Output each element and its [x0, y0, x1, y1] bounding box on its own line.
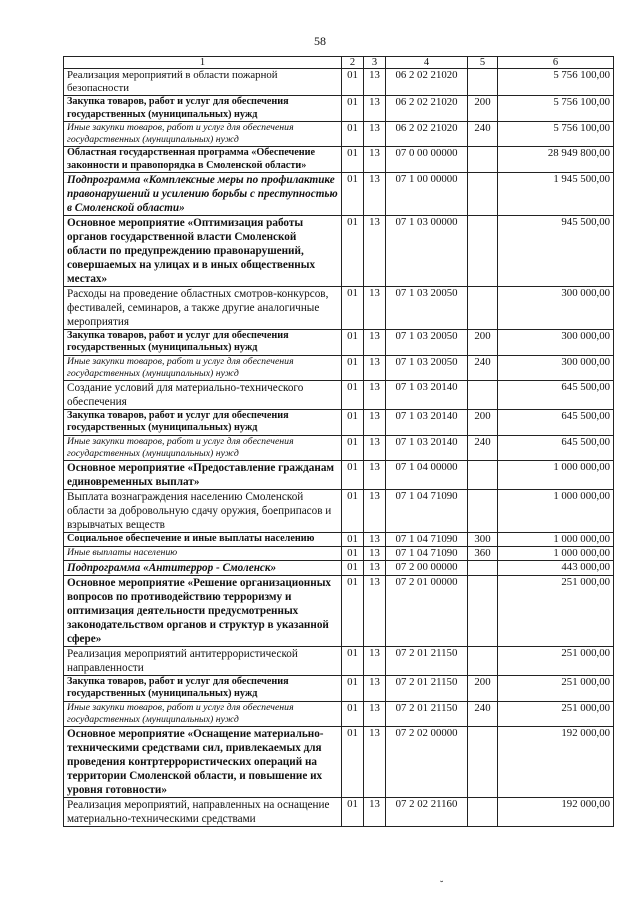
table-row — [64, 380, 614, 409]
target-article-cell: 06 2 02 21020 — [386, 69, 468, 96]
table-row — [64, 355, 614, 380]
amount-cell: 300 000,00 — [498, 330, 614, 356]
expense-type-cell — [468, 287, 498, 330]
row-name-cell: Основное мероприятие «Предоставление гражданам единовременных выплат» — [64, 460, 342, 489]
expense-type-cell — [468, 69, 498, 96]
amount-cell: 192 000,00 — [498, 797, 614, 826]
section-code-cell: 01 — [342, 576, 364, 647]
section-code-cell: 01 — [342, 287, 364, 330]
table-row — [64, 489, 614, 532]
table-row — [64, 435, 614, 460]
amount-cell: 645 500,00 — [498, 380, 614, 409]
section-code-cell: 01 — [342, 122, 364, 147]
row-name-cell: Закупка товаров, работ и услуг для обеспечения государственных (муниципальных) нужд — [64, 330, 342, 356]
target-article-cell: 07 2 02 21160 — [386, 797, 468, 826]
amount-cell: 1 000 000,00 — [498, 546, 614, 560]
section-code-cell: 01 — [342, 546, 364, 560]
amount-cell: 251 000,00 — [498, 701, 614, 726]
table-row — [64, 676, 614, 702]
column-header: 2 — [342, 57, 364, 69]
row-name-cell: Подпрограмма «Комплексные меры по профилактике правонарушений и усилению борьбы с преступностью в Смоленской области» — [64, 173, 342, 216]
amount-cell: 1 000 000,00 — [498, 460, 614, 489]
target-article-cell: 06 2 02 21020 — [386, 122, 468, 147]
row-name-cell: Иные выплаты населению — [64, 546, 342, 560]
table-row — [64, 561, 614, 576]
subsection-code-cell: 13 — [364, 460, 386, 489]
target-article-cell: 07 1 00 00000 — [386, 173, 468, 216]
section-code-cell: 01 — [342, 173, 364, 216]
subsection-code-cell: 13 — [364, 69, 386, 96]
table-row — [64, 647, 614, 676]
target-article-cell: 07 1 03 20050 — [386, 287, 468, 330]
section-code-cell: 01 — [342, 532, 364, 546]
amount-cell: 300 000,00 — [498, 287, 614, 330]
expense-type-cell — [468, 173, 498, 216]
table-row — [64, 147, 614, 173]
subsection-code-cell: 13 — [364, 147, 386, 173]
expense-type-cell — [468, 489, 498, 532]
table-row — [64, 576, 614, 647]
target-article-cell: 07 2 00 00000 — [386, 561, 468, 576]
target-article-cell: 07 1 04 00000 — [386, 460, 468, 489]
subsection-code-cell: 13 — [364, 701, 386, 726]
subsection-code-cell: 13 — [364, 489, 386, 532]
section-code-cell: 01 — [342, 330, 364, 356]
target-article-cell: 07 1 03 00000 — [386, 216, 468, 287]
section-code-cell: 01 — [342, 561, 364, 576]
table-row — [64, 701, 614, 726]
amount-cell: 300 000,00 — [498, 355, 614, 380]
table-row — [64, 96, 614, 122]
expense-type-cell — [468, 726, 498, 797]
subsection-code-cell: 13 — [364, 96, 386, 122]
target-article-cell: 07 1 03 20140 — [386, 409, 468, 435]
row-name-cell: Подпрограмма «Антитеррор - Смоленск» — [64, 561, 342, 576]
section-code-cell: 01 — [342, 701, 364, 726]
row-name-cell: Выплата вознаграждения населению Смоленской области за добровольную сдачу оружия, боеприпасов и взрывчатых веществ — [64, 489, 342, 532]
subsection-code-cell: 13 — [364, 409, 386, 435]
section-code-cell: 01 — [342, 676, 364, 702]
expense-type-cell — [468, 147, 498, 173]
row-name-cell: Реализация мероприятий, направленных на оснащение материально-техническими средствами — [64, 797, 342, 826]
amount-cell: 645 500,00 — [498, 435, 614, 460]
subsection-code-cell: 13 — [364, 216, 386, 287]
subsection-code-cell: 13 — [364, 330, 386, 356]
target-article-cell: 07 1 03 20140 — [386, 435, 468, 460]
table-row — [64, 173, 614, 216]
row-name-cell: Создание условий для материально-технического обеспечения — [64, 380, 342, 409]
column-header: 4 — [386, 57, 468, 69]
table-row — [64, 726, 614, 797]
expense-type-cell: 200 — [468, 330, 498, 356]
expense-type-cell — [468, 797, 498, 826]
row-name-cell: Основное мероприятие «Оптимизация работы органов государственной власти Смоленской области по предупреждению правонарушений, совершаемых на улицах и в иных общественных местах» — [64, 216, 342, 287]
row-name-cell: Расходы на проведение областных смотров-конкурсов, фестивалей, семинаров, а также другие аналогичные мероприятия — [64, 287, 342, 330]
subsection-code-cell: 13 — [364, 355, 386, 380]
subsection-code-cell: 13 — [364, 576, 386, 647]
amount-cell: 251 000,00 — [498, 576, 614, 647]
subsection-code-cell: 13 — [364, 380, 386, 409]
scan-mark: ˘ — [440, 880, 444, 891]
column-header: 1 — [64, 57, 342, 69]
section-code-cell: 01 — [342, 726, 364, 797]
row-name-cell: Реализация мероприятий в области пожарной безопасности — [64, 69, 342, 96]
section-code-cell: 01 — [342, 409, 364, 435]
target-article-cell: 07 2 02 00000 — [386, 726, 468, 797]
row-name-cell: Иные закупки товаров, работ и услуг для обеспечения государственных (муниципальных) нужд — [64, 435, 342, 460]
amount-cell: 1 000 000,00 — [498, 532, 614, 546]
amount-cell: 251 000,00 — [498, 676, 614, 702]
subsection-code-cell: 13 — [364, 435, 386, 460]
table-row — [64, 216, 614, 287]
row-name-cell: Основное мероприятие «Оснащение материально-техническими средствами сил, привлекаемых для проведения контртеррористических операций на территории Смоленской области, и повышение их уровня готовности» — [64, 726, 342, 797]
section-code-cell: 01 — [342, 647, 364, 676]
expense-type-cell — [468, 216, 498, 287]
target-article-cell: 07 2 01 21150 — [386, 647, 468, 676]
section-code-cell: 01 — [342, 69, 364, 96]
target-article-cell: 07 1 03 20050 — [386, 355, 468, 380]
section-code-cell: 01 — [342, 489, 364, 532]
amount-cell: 645 500,00 — [498, 409, 614, 435]
row-name-cell: Иные закупки товаров, работ и услуг для обеспечения государственных (муниципальных) нужд — [64, 355, 342, 380]
budget-table — [63, 56, 614, 827]
row-name-cell: Закупка товаров, работ и услуг для обеспечения государственных (муниципальных) нужд — [64, 676, 342, 702]
section-code-cell: 01 — [342, 797, 364, 826]
section-code-cell: 01 — [342, 435, 364, 460]
expense-type-cell: 200 — [468, 676, 498, 702]
expense-type-cell — [468, 576, 498, 647]
subsection-code-cell: 13 — [364, 726, 386, 797]
expense-type-cell: 360 — [468, 546, 498, 560]
expense-type-cell: 240 — [468, 435, 498, 460]
amount-cell: 443 000,00 — [498, 561, 614, 576]
amount-cell: 192 000,00 — [498, 726, 614, 797]
row-name-cell: Областная государственная программа «Обеспечение законности и правопорядка в Смоленской области» — [64, 147, 342, 173]
subsection-code-cell: 13 — [364, 287, 386, 330]
target-article-cell: 07 1 03 20140 — [386, 380, 468, 409]
column-header: 3 — [364, 57, 386, 69]
row-name-cell: Иные закупки товаров, работ и услуг для обеспечения государственных (муниципальных) нужд — [64, 122, 342, 147]
row-name-cell: Закупка товаров, работ и услуг для обеспечения государственных (муниципальных) нужд — [64, 409, 342, 435]
row-name-cell: Реализация мероприятий антитеррористической направленности — [64, 647, 342, 676]
target-article-cell: 07 1 04 71090 — [386, 546, 468, 560]
row-name-cell: Закупка товаров, работ и услуг для обеспечения государственных (муниципальных) нужд — [64, 96, 342, 122]
table-row — [64, 287, 614, 330]
expense-type-cell — [468, 380, 498, 409]
section-code-cell: 01 — [342, 147, 364, 173]
expense-type-cell: 240 — [468, 122, 498, 147]
target-article-cell: 07 1 04 71090 — [386, 532, 468, 546]
amount-cell: 5 756 100,00 — [498, 69, 614, 96]
column-number-header — [64, 57, 614, 69]
expense-type-cell: 240 — [468, 355, 498, 380]
target-article-cell: 07 2 01 00000 — [386, 576, 468, 647]
page-number: 58 — [314, 34, 326, 48]
table-row — [64, 69, 614, 96]
expense-type-cell: 240 — [468, 701, 498, 726]
amount-cell: 1 945 500,00 — [498, 173, 614, 216]
expense-type-cell — [468, 647, 498, 676]
section-code-cell: 01 — [342, 96, 364, 122]
table-row — [64, 532, 614, 546]
row-name-cell: Иные закупки товаров, работ и услуг для обеспечения государственных (муниципальных) нужд — [64, 701, 342, 726]
column-header: 5 — [468, 57, 498, 69]
subsection-code-cell: 13 — [364, 797, 386, 826]
row-name-cell: Социальное обеспечение и иные выплаты населению — [64, 532, 342, 546]
table-row — [64, 330, 614, 356]
table-row — [64, 797, 614, 826]
expense-type-cell: 200 — [468, 409, 498, 435]
target-article-cell: 07 1 03 20050 — [386, 330, 468, 356]
row-name-cell: Основное мероприятие «Решение организационных вопросов по противодействию терроризму и оптимизация деятельности предусмотренных законодательством органов и структур в указанной сфере» — [64, 576, 342, 647]
expense-type-cell: 200 — [468, 96, 498, 122]
amount-cell: 5 756 100,00 — [498, 96, 614, 122]
amount-cell: 945 500,00 — [498, 216, 614, 287]
table-row — [64, 409, 614, 435]
expense-type-cell — [468, 561, 498, 576]
target-article-cell: 07 0 00 00000 — [386, 147, 468, 173]
section-code-cell: 01 — [342, 380, 364, 409]
column-header: 6 — [498, 57, 614, 69]
expense-type-cell: 300 — [468, 532, 498, 546]
target-article-cell: 07 2 01 21150 — [386, 676, 468, 702]
expense-type-cell — [468, 460, 498, 489]
section-code-cell: 01 — [342, 216, 364, 287]
section-code-cell: 01 — [342, 460, 364, 489]
subsection-code-cell: 13 — [364, 122, 386, 147]
target-article-cell: 06 2 02 21020 — [386, 96, 468, 122]
table-row — [64, 122, 614, 147]
amount-cell: 1 000 000,00 — [498, 489, 614, 532]
amount-cell: 251 000,00 — [498, 647, 614, 676]
section-code-cell: 01 — [342, 355, 364, 380]
subsection-code-cell: 13 — [364, 532, 386, 546]
subsection-code-cell: 13 — [364, 676, 386, 702]
table-row — [64, 460, 614, 489]
subsection-code-cell: 13 — [364, 647, 386, 676]
target-article-cell: 07 2 01 21150 — [386, 701, 468, 726]
amount-cell: 5 756 100,00 — [498, 122, 614, 147]
table-row — [64, 546, 614, 560]
subsection-code-cell: 13 — [364, 546, 386, 560]
subsection-code-cell: 13 — [364, 173, 386, 216]
subsection-code-cell: 13 — [364, 561, 386, 576]
amount-cell: 28 949 800,00 — [498, 147, 614, 173]
target-article-cell: 07 1 04 71090 — [386, 489, 468, 532]
